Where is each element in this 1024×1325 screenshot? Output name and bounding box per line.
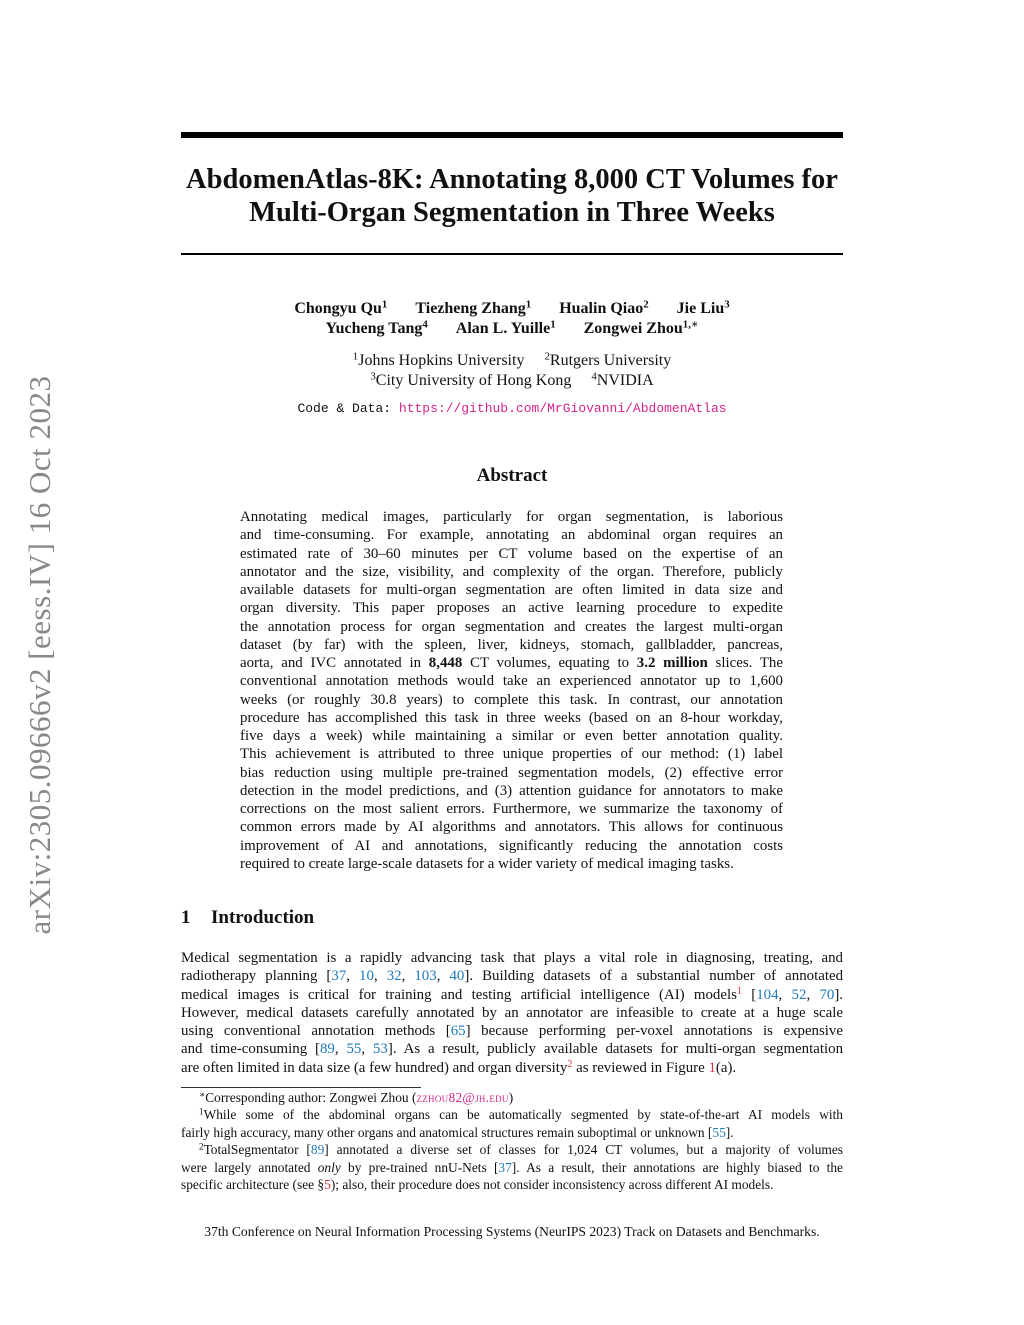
github-link[interactable]: https://github.com/MrGiovanni/AbdomenAtlas	[398, 401, 727, 416]
affiliation-name: NVIDIA	[596, 371, 654, 389]
text-line	[181, 1059, 843, 1077]
footnote-number: 2	[199, 1141, 204, 1152]
affiliation-marker: 1	[381, 298, 388, 311]
bold-text: 3.2 million	[636, 655, 708, 671]
author	[677, 300, 730, 317]
abstract-heading: Abstract	[476, 465, 548, 486]
text-run: ,	[778, 986, 792, 1003]
title-line: AbdomenAtlas-8K: Annotating 8,000 CT Volumes for	[186, 164, 838, 195]
text-line	[240, 800, 783, 818]
text-run: aorta, and IVC annotated in	[240, 655, 429, 671]
section-heading-introduction	[181, 907, 314, 929]
footnote-marker[interactable]: 1	[736, 985, 742, 997]
text-run: using conventional annotation methods [	[181, 1023, 451, 1039]
text-run: dataset (by far) with the spleen, liver, kidneys, stomach, gallbladder, pancreas,	[240, 636, 783, 653]
text-run: ]. Building datasets of a substantial number of annotated	[464, 968, 843, 985]
text-run: While some of the abdominal organs can be automatically segmented by state-of-the-art AI models with	[203, 1107, 843, 1123]
text-run: were largely annotated	[181, 1159, 318, 1175]
text-line	[181, 1159, 843, 1176]
footnote-marker[interactable]: 2	[567, 1058, 573, 1070]
text-run: as reviewed in Figure	[572, 1059, 709, 1076]
author-name: Tiezheng Zhang	[415, 300, 526, 317]
text-run: five days a week) while maintaining a similar or even better annotation quality.	[240, 728, 783, 744]
affiliation-marker: 1	[550, 318, 556, 331]
text-run: are often limited in data size (a few hundred) and organ diversity	[181, 1059, 568, 1076]
affiliation-marker: 3	[724, 298, 730, 311]
text-line	[240, 672, 783, 690]
citation-link[interactable]: 55	[712, 1124, 726, 1140]
affiliation	[353, 352, 525, 369]
text-line	[181, 1106, 843, 1123]
text-run: procedure has accomplished this task in three weeks (based on an 8-hour workday,	[240, 709, 783, 726]
text-run: bias reduction using multiple pre-trained segmentation models, (2) effective error	[240, 764, 783, 781]
text-line	[240, 545, 783, 563]
introduction-body	[181, 949, 843, 1077]
paper-title	[150, 163, 874, 229]
text-run: corrections on the most salient errors. Furthermore, we summarize the taxonomy of	[240, 801, 783, 817]
text-run: required to create large-scale datasets for a wider variety of medical imaging tasks.	[240, 855, 734, 872]
text-run: ]. As a result, their annotations are highly biased to the	[511, 1159, 843, 1175]
text-run: slices. The	[707, 655, 783, 671]
affiliation-list	[150, 351, 874, 390]
arxiv-side-stamp: arXiv:2305.09666v2 [eess.IV] 16 Oct 2023	[22, 375, 57, 935]
code-label: Code & Data:	[297, 401, 392, 416]
text-run: ,	[436, 968, 450, 985]
author-name: Alan L. Yuille	[455, 320, 551, 337]
text-line	[240, 709, 783, 727]
author-name: Chongyu Qu	[294, 300, 382, 317]
citation-link[interactable]: 65	[450, 1023, 466, 1039]
text-line	[240, 581, 783, 599]
text-run: estimated rate of 30–60 minutes per CT volume based on the expertise of an	[240, 545, 783, 562]
author-row	[150, 299, 874, 319]
text-line	[240, 745, 783, 763]
affiliation-marker: 3	[370, 370, 376, 383]
affiliation-marker: 4	[591, 370, 597, 383]
text-run: ); also, their procedure does not consider inconsistency across different AI models.	[330, 1176, 774, 1192]
text-run: This achievement is attributed to three unique properties of our method: (1) label	[240, 746, 783, 763]
text-run: common errors made by AI algorithms and annotators. This allows for continuous	[240, 819, 783, 836]
affiliation	[591, 372, 653, 389]
author-name: Yucheng Tang	[325, 320, 423, 337]
citation-link[interactable]: 70	[819, 986, 835, 1003]
text-line	[181, 1124, 843, 1141]
title-rule-top	[181, 132, 843, 138]
text-line	[181, 1089, 843, 1106]
text-line	[181, 949, 843, 967]
affiliation-row	[150, 351, 874, 371]
text-run: Annotating medical images, particularly for organ segmentation, is laborious	[240, 509, 783, 525]
text-run: CT volumes, equating to	[462, 655, 637, 671]
author	[415, 300, 531, 317]
text-run: ] because performing per-voxel annotations is expensive	[465, 1023, 843, 1039]
text-run: ,	[806, 986, 820, 1003]
footnote-rule	[181, 1087, 421, 1088]
text-run: Corresponding author: Zongwei Zhou (	[205, 1090, 417, 1105]
citation-link[interactable]: 89	[319, 1041, 335, 1058]
text-line	[240, 563, 783, 581]
text-run: medical images is critical for training and testing artificial intelligence (AI) models	[181, 986, 737, 1003]
author	[294, 300, 387, 317]
text-line	[240, 618, 783, 636]
text-run: and time-consuming. For example, annotating an abdominal organ requires an	[240, 527, 783, 544]
text-run: (a).	[715, 1059, 737, 1076]
text-run: radiotherapy planning [	[181, 968, 332, 985]
affiliation-name: City University of Hong Kong	[375, 371, 572, 389]
affiliation	[544, 352, 671, 369]
text-run: conventional annotation methods would take an experienced annotator up to 1,600	[240, 673, 783, 690]
footnotes	[181, 1089, 843, 1193]
text-run: ,	[373, 968, 387, 985]
affiliation-marker: 1	[525, 298, 532, 311]
affiliation-marker: 1	[352, 350, 359, 363]
text-line	[240, 636, 783, 654]
author	[326, 320, 428, 337]
text-line	[240, 508, 783, 526]
email-link[interactable]: zzhou82@jh.edu	[416, 1090, 509, 1105]
affiliation	[370, 372, 571, 389]
text-line	[181, 1004, 843, 1022]
text-run: detection in the model predictions, and (3) attention guidance for annotators to make	[240, 782, 783, 799]
title-rule-bottom	[181, 253, 843, 255]
text-line	[181, 986, 843, 1004]
text-line	[240, 691, 783, 709]
citation-link[interactable]: 89	[310, 1142, 325, 1158]
text-line	[181, 1022, 843, 1040]
footnote-number: ∗	[199, 1089, 206, 1100]
text-line	[240, 837, 783, 855]
text-run: ].	[834, 986, 843, 1003]
text-run: annotator and the size, visibility, and complexity of the organ. Therefore, publicly	[240, 563, 783, 580]
abstract-body	[240, 508, 783, 873]
author-name: Hualin Qiao	[559, 300, 644, 317]
text-run: ]. As a result, publicly available datasets for multi-organ segmentation	[387, 1041, 843, 1058]
author-row	[150, 319, 874, 339]
citation-link[interactable]: 52	[791, 986, 807, 1003]
affiliation-marker: 4	[422, 318, 428, 331]
affiliation-name: Johns Hopkins University	[358, 352, 525, 369]
text-line	[240, 654, 783, 672]
author-list	[150, 299, 874, 339]
text-run: weeks (or roughly 30.8 years) to complete this task. In contrast, our annotation	[240, 691, 783, 708]
citation-link[interactable]: 53	[372, 1041, 388, 1058]
text-run: organ diversity. This paper proposes an active learning procedure to expedite	[240, 600, 783, 617]
author	[584, 320, 699, 337]
citation-link[interactable]: 10	[359, 968, 374, 985]
affiliation-marker: 1,∗	[682, 318, 699, 331]
text-run: )	[508, 1090, 514, 1105]
text-run: However, medical datasets carefully annotated by an annotator are infeasible to create at a huge scale	[181, 1004, 843, 1021]
citation-link[interactable]: 55	[346, 1041, 362, 1058]
bold-text: 8,448	[428, 655, 463, 671]
text-line	[181, 1141, 843, 1158]
text-run: TotalSegmentator [	[203, 1142, 311, 1158]
footnote-number: 1	[199, 1106, 204, 1117]
affiliation-name: Rutgers University	[549, 352, 672, 369]
citation-link[interactable]: 37	[498, 1159, 512, 1175]
text-run: available datasets for multi-organ segmentation are often limited in data size and	[240, 582, 783, 598]
affiliation-row	[150, 371, 874, 391]
text-line	[240, 782, 783, 800]
title-line: Multi-Organ Segmentation in Three Weeks	[249, 197, 775, 228]
text-line	[240, 818, 783, 836]
text-run: fairly high accuracy, many other organs and anatomical structures remain suboptimal or unknown [	[181, 1124, 713, 1140]
affiliation-marker: 2	[643, 298, 649, 311]
conference-footer: 37th Conference on Neural Information Processing Systems (NeurIPS 2023) Track on Datasets and Benchmarks.	[204, 1224, 820, 1239]
author-name: Jie Liu	[676, 300, 725, 317]
text-line	[240, 764, 783, 782]
text-run: by pre-trained nnU-Nets [	[340, 1159, 499, 1175]
text-run: Medical segmentation is a rapidly advancing task that plays a vital role in diagnosing, treating, and	[181, 950, 843, 966]
citation-link[interactable]: 103	[414, 968, 437, 985]
cross-reference-link[interactable]: 1	[708, 1059, 716, 1076]
citation-link[interactable]: 40	[449, 968, 465, 985]
text-line	[240, 855, 783, 873]
text-run: specific architecture (see §	[181, 1176, 325, 1192]
code-data-line	[150, 401, 874, 416]
italic-text: only	[317, 1159, 341, 1175]
text-run: ] annotated a diverse set of classes for 1,024 CT volumes, but a majority of volumes	[324, 1142, 843, 1158]
author	[456, 320, 556, 337]
cross-reference-link[interactable]: 5	[324, 1176, 331, 1192]
section-number: 1	[181, 907, 191, 928]
text-run: improvement of AI and annotations, significantly reducing the annotation costs	[240, 837, 783, 854]
text-run: the annotation process for organ segmentation and creates the largest multi-organ	[240, 618, 783, 635]
author-name: Zongwei Zhou	[583, 320, 683, 337]
text-run: [	[741, 986, 757, 1003]
text-line	[181, 1176, 843, 1193]
text-run: and time-consuming [	[181, 1041, 320, 1058]
affiliation-marker: 2	[544, 350, 550, 363]
text-line	[240, 526, 783, 544]
citation-link[interactable]: 37	[331, 968, 347, 985]
author	[559, 300, 648, 317]
citation-link[interactable]: 104	[756, 986, 779, 1003]
text-run: ,	[346, 968, 360, 985]
text-run: ,	[334, 1041, 347, 1058]
text-run: ,	[361, 1041, 373, 1058]
text-run: ,	[401, 968, 415, 985]
text-line	[181, 967, 843, 985]
section-title: Introduction	[211, 907, 315, 928]
citation-link[interactable]: 32	[386, 968, 402, 985]
text-line	[240, 727, 783, 745]
text-line	[181, 1040, 843, 1058]
text-line	[240, 599, 783, 617]
text-run: ].	[725, 1124, 734, 1140]
